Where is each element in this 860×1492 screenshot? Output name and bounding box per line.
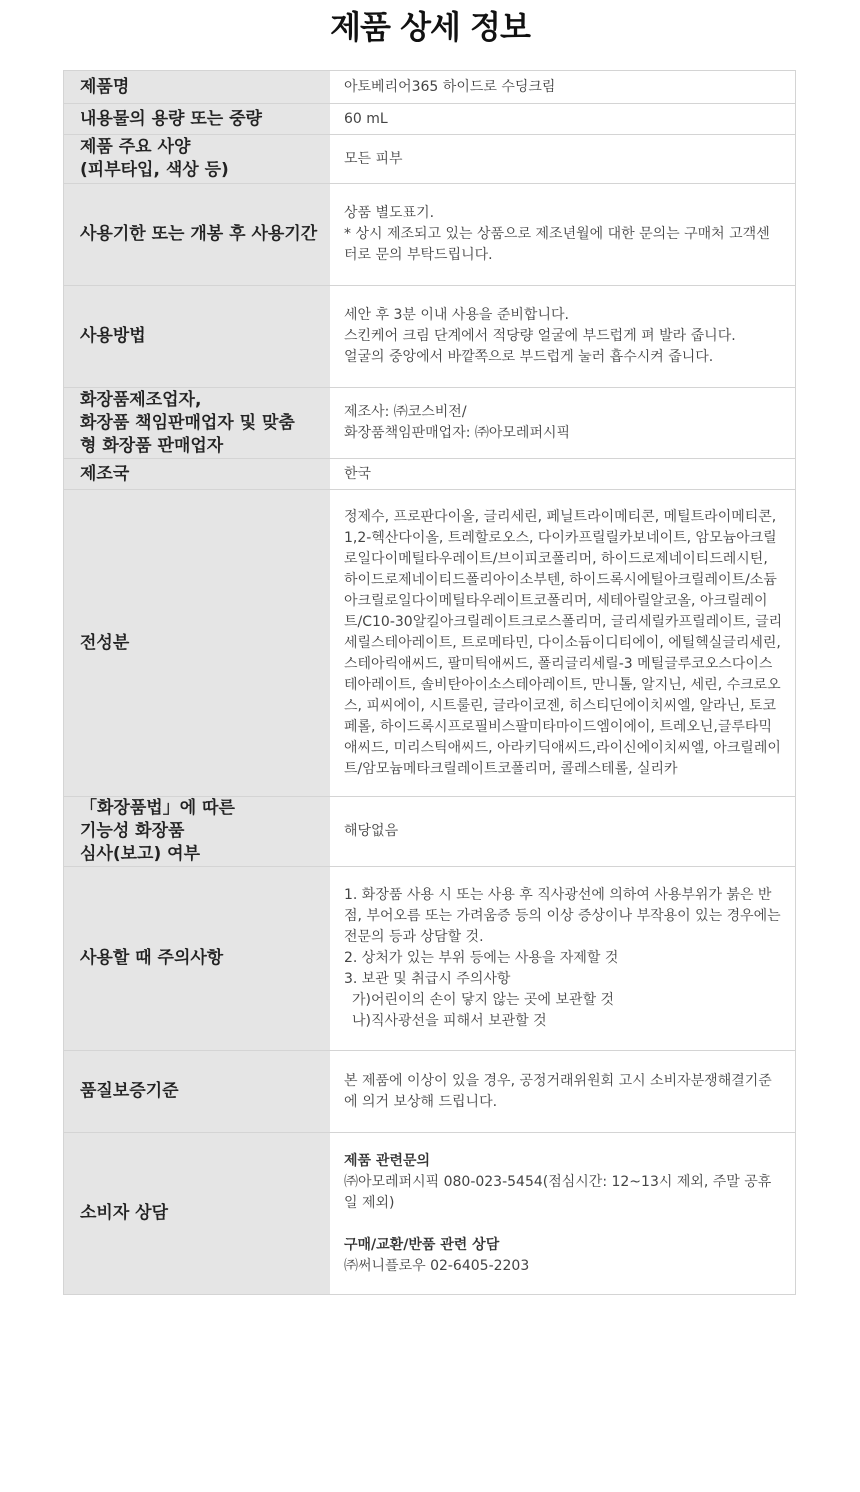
row-value — [330, 71, 796, 104]
row-label — [64, 797, 331, 867]
label-line: 화장품 책임판매업자 및 맞춤 — [80, 412, 295, 433]
page-title: 제품 상세 정보 — [330, 8, 530, 46]
label-line: 화장품제조업자, — [80, 389, 202, 410]
value-line: 페롤, 하이드록시프로필비스팔미타마이드엠이에이, 트레오닌,글루타믹 — [344, 718, 772, 735]
row-value — [330, 1133, 796, 1295]
row-label — [64, 104, 331, 135]
value-line: 상품 별도표기. — [344, 205, 435, 221]
value-line: 애씨드, 미리스틱애씨드, 아라키딕애씨드,라이신에이치씨엘, 아크릴레이 — [344, 739, 781, 756]
table-row — [64, 388, 796, 459]
table-row — [64, 286, 796, 388]
value-line: 1,2-헥산다이올, 트레할로오스, 다이카프릴릴카보네이트, 암모늄아크릴 — [344, 529, 777, 546]
value-line: 정제수, 프로판다이올, 글리세린, 페닐트라이메티콘, 메틸트라이메티콘, — [344, 508, 777, 525]
row-value — [330, 104, 796, 135]
value-line: 모든 피부 — [344, 150, 403, 167]
value-line: 세릴스테아레이트, 트로메타민, 다이소듐이디티에이, 에틸헥실글리세린, — [344, 634, 781, 651]
value-line: 60 mL — [344, 110, 388, 127]
value-line: 1. 화장품 사용 시 또는 사용 후 직사광선에 의하여 사용부위가 붉은 반 — [344, 887, 772, 903]
value-line: 스테아릭애씨드, 팔미틱애씨드, 폴리글리세릴-3 메틸글루코오스다이스 — [344, 655, 773, 672]
label-line: 기능성 화장품 — [80, 821, 185, 841]
product-info-table — [63, 70, 796, 1295]
label-line: 제품명 — [80, 76, 130, 97]
row-value — [330, 867, 796, 1051]
value-line: 한국 — [344, 465, 372, 482]
row-value — [330, 388, 796, 459]
table-row — [64, 184, 796, 286]
value-heading: 구매/교환/반품 관련 상담 — [344, 1236, 500, 1253]
row-value — [330, 286, 796, 388]
row-value — [330, 184, 796, 286]
label-line: 형 화장품 판매업자 — [80, 435, 224, 456]
value-line: 세안 후 3분 이내 사용을 준비합니다. — [344, 307, 569, 323]
table-row — [64, 135, 796, 184]
label-line: 「화장품법」에 따른 — [80, 798, 235, 818]
label-line: 제조국 — [80, 463, 130, 484]
label-line: 심사(보고) 여부 — [80, 844, 200, 864]
value-line: * 상시 제조되고 있는 상품으로 제조년월에 대한 문의는 구매처 고객센 — [344, 226, 770, 242]
row-value — [330, 135, 796, 184]
value-line: 3. 보관 및 취급시 주의사항 — [344, 971, 511, 987]
value-line: 트/C10-30알킬아크릴레이트크로스폴리머, 글리세릴카프릴레이트, 글리 — [344, 613, 783, 630]
value-line: 제조사: ㈜코스비전/ — [344, 404, 467, 420]
table-row — [64, 797, 796, 867]
value-line: 일 제외) — [344, 1194, 395, 1211]
value-line: 하이드로제네이티드폴리아이소부텐, 하이드록시에틸아크릴레이트/소듐 — [344, 571, 777, 588]
table-row — [64, 867, 796, 1051]
value-heading: 제품 관련문의 — [344, 1152, 431, 1169]
value-line: 나)직사광선을 피해서 보관할 것 — [352, 1013, 547, 1029]
value-line: 트/암모늄메타크릴레이트코폴리머, 콜레스테롤, 실리카 — [344, 760, 678, 777]
label-line: 사용기한 또는 개봉 후 사용기간 — [80, 224, 318, 244]
value-line: 로일다이메틸타우레이트/브이피코폴리머, 하이드로제네이티드레시틴, — [344, 550, 768, 567]
table-row — [64, 459, 796, 490]
spacer — [344, 1214, 791, 1235]
row-label — [64, 1133, 331, 1295]
value-line: 화장품책임판매업자: ㈜아모레퍼시픽 — [344, 425, 571, 441]
value-line: ㈜써니플로우 02-6405-2203 — [344, 1257, 530, 1274]
row-label — [64, 184, 331, 286]
row-label — [64, 459, 331, 490]
value-line: 가)어린이의 손이 닿지 않는 곳에 보관할 것 — [352, 992, 615, 1008]
value-line: 아토베리어365 하이드로 수딩크림 — [344, 78, 556, 95]
label-line: 사용방법 — [80, 326, 146, 346]
value-line: 스킨케어 크림 단계에서 적당량 얼굴에 부드럽게 펴 발라 줍니다. — [344, 328, 736, 344]
table-row — [64, 1133, 796, 1295]
table-row — [64, 71, 796, 104]
value-line: 전문의 등과 상담할 것. — [344, 929, 484, 945]
label-line: 제품 주요 사양 — [80, 137, 191, 157]
row-value — [330, 490, 796, 797]
value-line: 얼굴의 중앙에서 바깥쪽으로 부드럽게 눌러 흡수시켜 줍니다. — [344, 349, 714, 365]
label-line: 사용할 때 주의사항 — [80, 948, 224, 968]
label-line: 내용물의 용량 또는 중량 — [80, 108, 262, 129]
value-line: 2. 상처가 있는 부위 등에는 사용을 자제할 것 — [344, 950, 619, 966]
value-line: 에 의거 보상해 드립니다. — [344, 1093, 498, 1110]
row-value — [330, 797, 796, 867]
row-label — [64, 71, 331, 104]
value-line: 아크릴로일다이메틸타우레이트코폴리머, 세테아릴알코올, 아크릴레이 — [344, 592, 768, 609]
row-value — [330, 459, 796, 490]
table-row — [64, 1051, 796, 1133]
value-line: 점, 부어오름 또는 가려움증 등의 이상 증상이나 부작용이 있는 경우에는 — [344, 908, 781, 924]
value-line: 해당없음 — [344, 823, 399, 839]
value-line: ㈜아모레퍼시픽 080-023-5454(점심시간: 12~13시 제외, 주말 공휴 — [344, 1173, 772, 1190]
table-row — [64, 104, 796, 135]
value-line: 테아레이트, 솔비탄아이소스테아레이트, 만니톨, 알지닌, 세린, 수크로오 — [344, 676, 781, 693]
row-label — [64, 286, 331, 388]
label-line: 소비자 상담 — [80, 1203, 169, 1223]
row-label — [64, 388, 331, 459]
label-line: (피부타입, 색상 등) — [80, 160, 229, 180]
value-line: 터로 문의 부탁드립니다. — [344, 247, 493, 263]
row-label — [64, 135, 331, 184]
row-label — [64, 1051, 331, 1133]
row-label — [64, 867, 331, 1051]
label-line: 전성분 — [80, 632, 130, 653]
value-line: 본 제품에 이상이 있을 경우, 공정거래위원회 고시 소비자분쟁해결기준 — [344, 1072, 772, 1089]
table-row — [64, 490, 796, 797]
row-value — [330, 1051, 796, 1133]
value-line: 스, 피씨에이, 시트룰린, 글라이코젠, 히스티딘에이치씨엘, 알라닌, 토코 — [344, 697, 777, 714]
label-line: 품질보증기준 — [80, 1081, 179, 1101]
row-label — [64, 490, 331, 797]
